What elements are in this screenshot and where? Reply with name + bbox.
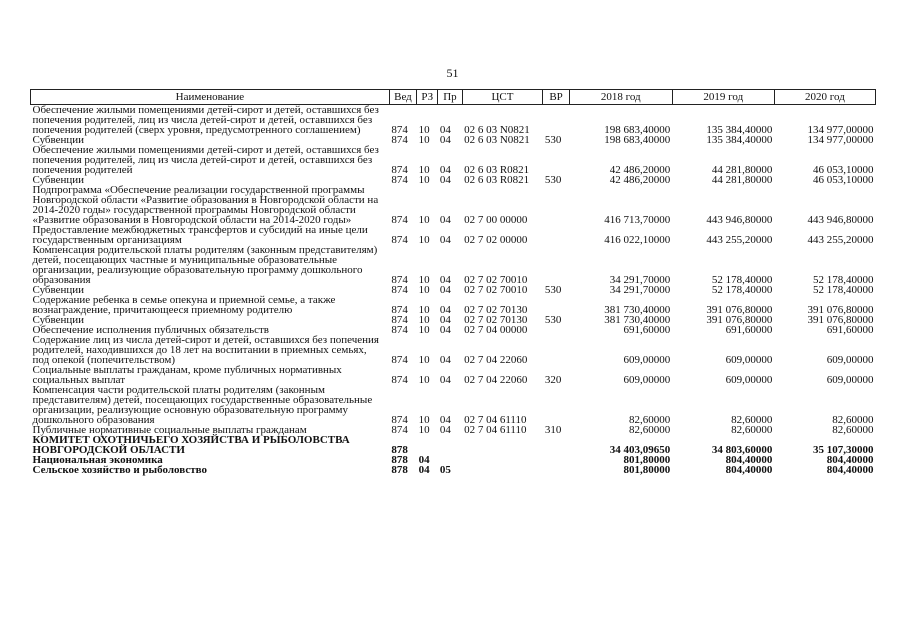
cell-pr: 04 <box>439 324 451 336</box>
cell-2019: 34 803,60000 <box>711 444 773 456</box>
cell-vr <box>543 465 569 475</box>
cell-2020: 134 977,00000 <box>807 124 874 136</box>
cell-name: Социальные выплаты гражданам, кроме публичных нормативных социальных выплат <box>32 364 342 386</box>
cell-pr: 04 <box>439 284 451 296</box>
cell-2020: 35 107,30000 <box>813 444 874 456</box>
cell-ved: 874 <box>391 134 408 146</box>
cell-2019: 391 076,80000 <box>706 304 773 316</box>
cell-pr: 05 <box>439 464 451 476</box>
cell-2018: 381 730,40000 <box>604 304 671 316</box>
cell-2019: 804,40000 <box>725 464 773 476</box>
cell-2018: 34 291,70000 <box>609 284 671 296</box>
cell-rz: 10 <box>418 284 430 296</box>
cell-name: Содержание ребенка в семье опекуна и приемной семье, а также вознаграждение, причитающееся приемному родителю <box>32 294 336 316</box>
cell-2019: 443 255,20000 <box>706 234 773 246</box>
cell-pr: 04 <box>439 424 451 436</box>
page-number: 51 <box>446 66 459 80</box>
cell-vr <box>543 455 569 465</box>
budget-table <box>30 89 876 475</box>
cell-rz: 10 <box>418 354 430 366</box>
cell-2019: 82,60000 <box>731 424 773 436</box>
cell-2020: 52 178,40000 <box>813 274 874 286</box>
table-row <box>31 385 876 425</box>
cell-rz: 10 <box>418 164 430 176</box>
cell-rz: 10 <box>418 124 430 136</box>
cell-2019: 44 281,80000 <box>711 174 773 186</box>
cell-ved: 878 <box>391 454 408 466</box>
cell-pr <box>438 435 462 455</box>
cell-vr: 530 <box>544 174 562 186</box>
header-2020: 2020 год <box>774 90 875 105</box>
cell-pr: 04 <box>439 314 451 326</box>
cell-name: КОМИТЕТ ОХОТНИЧЬЕГО ХОЗЯЙСТВА И РЫБОЛОВСТВА НОВГОРОДСКОЙ ОБЛАСТИ <box>32 434 350 456</box>
cell-vr: 530 <box>544 284 562 296</box>
cell-name: Содержание лиц из числа детей-сирот и детей, оставшихся без попечения родителей, находившихся до 18 лет на воспитании в приемных семьях, под опекой (попечительством) <box>32 334 379 366</box>
cell-2019: 804,40000 <box>725 454 773 466</box>
cell-2018: 801,80000 <box>623 454 671 466</box>
cell-2020: 609,00000 <box>826 354 874 366</box>
cell-2020: 52 178,40000 <box>813 284 874 296</box>
cell-vr <box>543 245 569 285</box>
table-body <box>31 105 876 476</box>
cell-name: Субвенции <box>32 284 85 296</box>
cell-pr: 04 <box>439 134 451 146</box>
cell-rz: 10 <box>418 374 430 386</box>
cell-2018: 416 713,70000 <box>604 214 671 226</box>
cell-vr <box>543 295 569 315</box>
cell-pr: 04 <box>439 354 451 366</box>
cell-2020: 46 053,10000 <box>813 174 874 186</box>
cell-cst: 02 7 04 22060 <box>464 374 528 386</box>
cell-2018: 609,00000 <box>623 354 671 366</box>
cell-pr: 04 <box>439 174 451 186</box>
cell-2018: 82,60000 <box>629 414 671 426</box>
cell-name: Обеспечение исполнения публичных обязательств <box>32 324 270 336</box>
cell-vr <box>543 435 569 455</box>
cell-2020: 391 076,80000 <box>807 314 874 326</box>
cell-ved: 874 <box>391 214 408 226</box>
cell-vr: 320 <box>544 374 562 386</box>
cell-vr <box>543 325 569 335</box>
header-2018: 2018 год <box>569 90 672 105</box>
cell-ved: 874 <box>391 354 408 366</box>
table-row <box>31 145 876 175</box>
table-row <box>31 295 876 315</box>
cell-ved: 874 <box>391 234 408 246</box>
cell-rz: 10 <box>418 314 430 326</box>
cell-cst: 02 6 03 R0821 <box>464 164 530 176</box>
cell-2019: 391 076,80000 <box>706 314 773 326</box>
cell-2020: 443 946,80000 <box>807 214 874 226</box>
cell-ved: 874 <box>391 164 408 176</box>
cell-cst: 02 7 04 00000 <box>464 324 528 336</box>
cell-name: Публичные нормативные социальные выплаты гражданам <box>32 424 307 436</box>
cell-name: Субвенции <box>32 134 85 146</box>
cell-vr: 530 <box>544 134 562 146</box>
cell-cst <box>462 435 543 455</box>
cell-2020: 691,60000 <box>826 324 874 336</box>
cell-vr <box>543 225 569 245</box>
cell-ved: 874 <box>391 304 408 316</box>
cell-2018: 609,00000 <box>623 374 671 386</box>
cell-name: Обеспечение жилыми помещениями детей-сирот и детей, оставшихся без попечения родителей, лиц из числа детей-сирот и детей, оставшихся без попечения родителей (сверх уровня, предусмотренного соглашением) <box>32 104 379 136</box>
header-ved: Вед <box>389 90 416 105</box>
cell-rz: 10 <box>418 414 430 426</box>
cell-2020: 804,40000 <box>826 454 874 466</box>
cell-pr: 04 <box>439 214 451 226</box>
cell-rz: 10 <box>418 214 430 226</box>
cell-pr: 04 <box>439 234 451 246</box>
table-row <box>31 185 876 225</box>
cell-pr: 04 <box>439 164 451 176</box>
cell-name: Сельское хозяйство и рыболовство <box>32 464 207 476</box>
cell-2019: 609,00000 <box>725 374 773 386</box>
cell-2018: 42 486,20000 <box>609 174 671 186</box>
cell-2018: 82,60000 <box>629 424 671 436</box>
cell-name: Национальная экономика <box>32 454 163 466</box>
cell-2018: 381 730,40000 <box>604 314 671 326</box>
cell-vr: 530 <box>544 314 562 326</box>
table-header <box>31 90 876 105</box>
cell-2018: 34 291,70000 <box>609 274 671 286</box>
cell-2020: 443 255,20000 <box>807 234 874 246</box>
cell-cst: 02 7 02 70130 <box>464 304 528 316</box>
cell-cst: 02 6 03 N0821 <box>464 134 530 146</box>
cell-pr: 04 <box>439 304 451 316</box>
cell-rz <box>417 435 438 455</box>
cell-2019: 443 946,80000 <box>706 214 773 226</box>
cell-2018: 801,80000 <box>623 464 671 476</box>
cell-name: Компенсация части родительской платы родителям (законным представителям) детей, посещающих государственные образовательные организации, реализующие основную образовательную программу дошкольного образования <box>32 384 373 426</box>
cell-2019: 52 178,40000 <box>711 274 773 286</box>
cell-rz: 04 <box>418 454 430 466</box>
cell-2018: 198 683,40000 <box>604 124 671 136</box>
cell-vr <box>543 105 569 136</box>
cell-2018: 691,60000 <box>623 324 671 336</box>
cell-2019: 135 384,40000 <box>706 134 773 146</box>
cell-name: Компенсация родительской платы родителям (законным представителям) детей, посещающих частные и муниципальные образовательные организации, реализующие образовательную программу дошкольного образования <box>32 244 378 286</box>
header-pr: Пр <box>438 90 462 105</box>
cell-cst: 02 7 02 70010 <box>464 284 528 296</box>
cell-ved: 874 <box>391 374 408 386</box>
cell-pr: 04 <box>439 414 451 426</box>
cell-cst <box>462 455 543 465</box>
cell-name: Предоставление межбюджетных трансфертов и субсидий на иные цели государственным организациям <box>32 224 368 246</box>
cell-2019: 691,60000 <box>725 324 773 336</box>
table-row <box>31 245 876 285</box>
cell-2020: 46 053,10000 <box>813 164 874 176</box>
cell-rz: 10 <box>418 324 430 336</box>
table-row <box>31 335 876 365</box>
header-rz: РЗ <box>417 90 438 105</box>
cell-2020: 609,00000 <box>826 374 874 386</box>
table-row <box>31 365 876 385</box>
cell-ved: 878 <box>391 464 408 476</box>
cell-2019: 44 281,80000 <box>711 164 773 176</box>
table-row <box>31 465 876 475</box>
cell-rz: 10 <box>418 274 430 286</box>
cell-cst: 02 7 04 22060 <box>464 354 528 366</box>
cell-vr: 310 <box>544 424 562 436</box>
cell-2018: 416 022,10000 <box>604 234 671 246</box>
cell-cst: 02 7 02 70010 <box>464 274 528 286</box>
cell-rz: 04 <box>418 464 430 476</box>
cell-2018: 198 683,40000 <box>604 134 671 146</box>
cell-cst: 02 7 04 61110 <box>464 424 527 436</box>
cell-pr: 04 <box>439 374 451 386</box>
cell-2020: 82,60000 <box>832 414 874 426</box>
cell-ved: 874 <box>391 414 408 426</box>
header-name: Наименование <box>31 90 390 105</box>
cell-2019: 52 178,40000 <box>711 284 773 296</box>
cell-name: Обеспечение жилыми помещениями детей-сирот и детей, оставшихся без попечения родителей, лиц из числа детей-сирот и детей, оставшихся без попечения родителей <box>32 144 379 176</box>
cell-ved: 874 <box>391 284 408 296</box>
cell-cst: 02 7 04 61110 <box>464 414 527 426</box>
cell-name: Подпрограмма «Обеспечение реализации государственной программы Новгородской области «Развитие образования в Новгородской области на 2014-2020 годы» государственной программы Новгородской области «Развитие образования в Новгородской области на 2014-2020 годы» <box>32 184 379 226</box>
cell-2020: 82,60000 <box>832 424 874 436</box>
cell-pr: 04 <box>439 274 451 286</box>
cell-name: Субвенции <box>32 314 85 326</box>
cell-ved: 874 <box>391 274 408 286</box>
cell-ved: 874 <box>391 174 408 186</box>
cell-cst: 02 7 02 00000 <box>464 234 528 246</box>
cell-ved: 874 <box>391 424 408 436</box>
table-row <box>31 435 876 455</box>
cell-rz: 10 <box>418 174 430 186</box>
cell-2019: 135 384,40000 <box>706 124 773 136</box>
cell-2018: 34 403,09650 <box>609 444 671 456</box>
table-row <box>31 225 876 245</box>
cell-ved: 878 <box>391 444 408 456</box>
cell-vr <box>543 185 569 225</box>
table-row <box>31 105 876 136</box>
cell-ved: 874 <box>391 314 408 326</box>
cell-2019: 609,00000 <box>725 354 773 366</box>
cell-rz: 10 <box>418 134 430 146</box>
cell-cst: 02 6 03 R0821 <box>464 174 530 186</box>
cell-vr <box>543 335 569 365</box>
cell-vr <box>543 385 569 425</box>
cell-cst: 02 6 03 N0821 <box>464 124 530 136</box>
cell-2018: 42 486,20000 <box>609 164 671 176</box>
cell-ved: 874 <box>391 324 408 336</box>
header-2019: 2019 год <box>672 90 774 105</box>
cell-2019: 82,60000 <box>731 414 773 426</box>
cell-rz: 10 <box>418 304 430 316</box>
cell-cst <box>462 465 543 475</box>
cell-2020: 391 076,80000 <box>807 304 874 316</box>
cell-cst: 02 7 02 70130 <box>464 314 528 326</box>
header-cst: ЦСТ <box>462 90 543 105</box>
cell-pr: 04 <box>439 124 451 136</box>
cell-name: Субвенции <box>32 174 85 186</box>
cell-rz: 10 <box>418 424 430 436</box>
cell-2020: 804,40000 <box>826 464 874 476</box>
cell-vr <box>543 145 569 175</box>
cell-ved: 874 <box>391 124 408 136</box>
cell-rz: 10 <box>418 234 430 246</box>
cell-2020: 134 977,00000 <box>807 134 874 146</box>
header-vr: ВР <box>543 90 569 105</box>
cell-cst: 02 7 00 00000 <box>464 214 528 226</box>
